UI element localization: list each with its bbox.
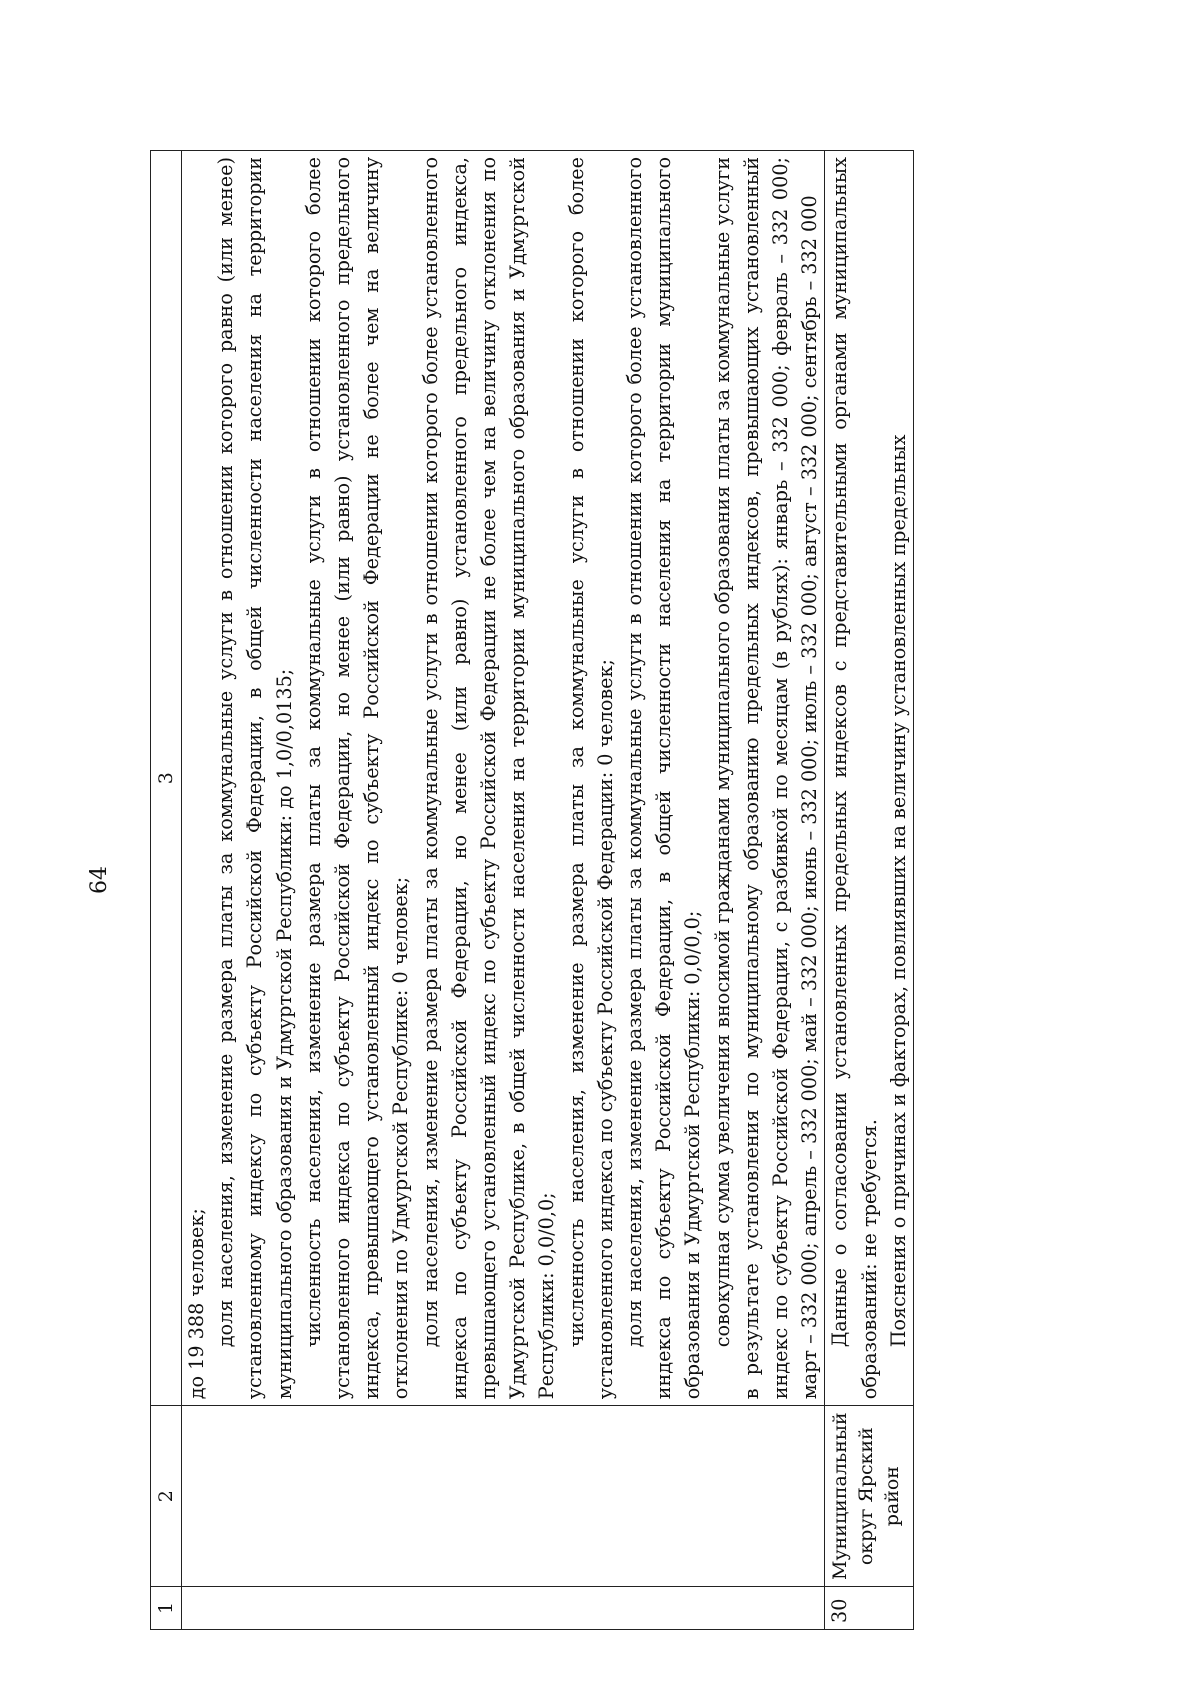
paragraph: Данные о согласовании установленных предельных индексов с представительными органами муниципальных образований: не требуется. — [828, 157, 881, 1400]
header-col-3: 3 — [151, 151, 182, 1406]
municipality-name — [182, 1406, 825, 1587]
paragraph: до 19 388 человек; — [185, 1208, 208, 1400]
header-col-2: 2 — [151, 1406, 182, 1587]
indices-table — [150, 150, 914, 1630]
paragraph: доля населения, изменение размера платы за коммунальные услуги в отношении которого равно (или менее) установленному индексу по субъекту Российской Федерации, в общей численности населения на территории муниципального образования и Удмуртской Республики: до 1,0/0,0135; — [214, 157, 296, 1400]
description-cell — [182, 151, 825, 1406]
paragraph: доля населения, изменение размера платы за коммунальные услуги в отношении которого более установленного индекса по субъекту Российской Федерации, в общей численности населения на территории муниципального образования и Удмуртской Республики: 0,0/0,0; — [623, 157, 705, 1400]
row-number — [182, 1587, 825, 1630]
paragraph: Пояснения о причинах и факторах, повлиявших на величину установленных предельных — [886, 434, 910, 1348]
rotated-page — [80, 130, 1140, 1630]
table-header-row — [151, 151, 182, 1630]
paragraph: численность населения, изменение размера платы за коммунальные услуги в отношении которого более установленного индекса по субъекту Российской Федерации, но менее (или равно) установленного предельного индекса, превышающего установленный индекс по субъекту Российской Федерации не более чем на величину отклонения по Удмуртской Республике: 0 человек; — [301, 157, 413, 1400]
table-row — [825, 151, 914, 1630]
table-row — [182, 151, 825, 1630]
row-number: 30 — [825, 1587, 914, 1630]
paragraph: численность населения, изменение размера платы за коммунальные услуги в отношении которого более установленного индекса по субъекту Российской Федерации: 0 человек; — [564, 157, 617, 1400]
paragraph: совокупная сумма увеличения вносимой гражданами муниципального образования платы за коммунальные услуги в результате установления по муниципальному образованию предельных индексов, превышающих установленный индекс по субъекту Российской Федерации, с разбивкой по месяцам (в рублях): январь – 332 000; февраль – 332 000; март – 332 000; апрель – 332 000; май – 332 000; июнь – 332 000; июль – 332 000; август – 332 000; сентябрь – 332 000 — [710, 157, 822, 1400]
page-number: 64 — [87, 866, 112, 894]
municipality-name: Муниципальный округ Ярский район — [825, 1406, 914, 1587]
header-col-1: 1 — [151, 1587, 182, 1630]
description-cell — [825, 151, 914, 1406]
paragraph: доля населения, изменение размера платы за коммунальные услуги в отношении которого более установленного индекса по субъекту Российской Федерации, но менее (или равно) установленного предельного индекса, превышающего установленный индекс по субъекту Российской Федерации не более чем на величину отклонения по Удмуртской Республике, в общей численности населения на территории муниципального образования и Удмуртской Республики: 0,0/0,0; — [418, 157, 559, 1400]
